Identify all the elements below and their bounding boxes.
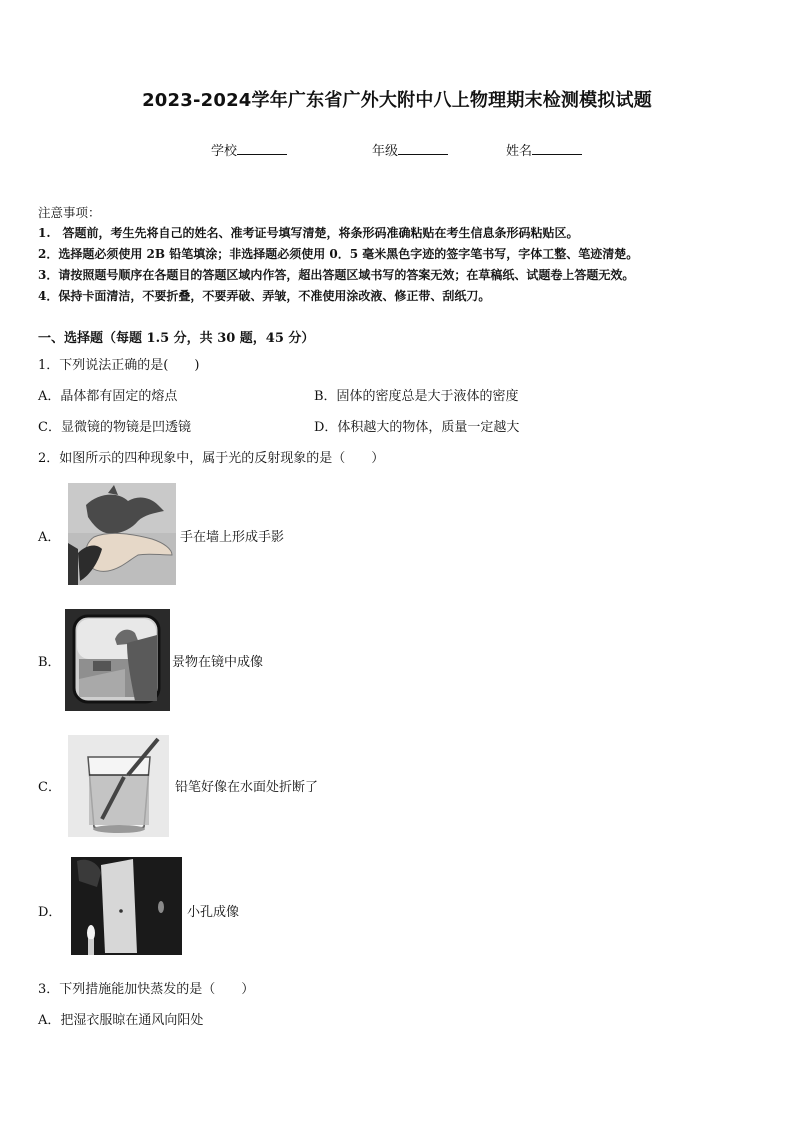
question-2-stem: 2．如图所示的四种现象中，属于光的反射现象的是（ ） [38, 451, 385, 466]
mirror-reflection-image [65, 609, 170, 711]
q2-option-d-caption: 小孔成像 [187, 905, 240, 920]
q2-option-b-letter: B． [38, 655, 61, 670]
q2-option-a-caption: 手在墙上形成手影 [180, 530, 285, 545]
q1-option-c: C．显微镜的物镜是凹透镜 [38, 420, 191, 435]
name-field [506, 140, 582, 159]
exam-title: 2023-2024学年广东省广外大附中八上物理期末检测模拟试题 [142, 90, 652, 111]
pinhole-image [71, 857, 182, 955]
hand-shadow-image [68, 483, 176, 585]
note-item: 2．选择题必须使用 2B 铅笔填涂；非选择题必须使用 0．5 毫米黑色字迹的签字笔书写，字体工整、笔迹清楚。 [38, 247, 639, 261]
school-field [211, 140, 287, 159]
q1-option-d: D．体积越大的物体，质量一定越大 [314, 420, 520, 435]
school-blank [237, 142, 287, 155]
grade-field [372, 140, 448, 159]
q2-option-a-letter: A． [38, 530, 61, 545]
grade-label: 年级 [372, 144, 399, 159]
q1-option-b: B．固体的密度总是大于液体的密度 [314, 389, 519, 404]
school-label: 学校 [211, 144, 238, 159]
notes-heading: 注意事项： [38, 205, 101, 220]
q1-option-a: A．晶体都有固定的熔点 [38, 389, 178, 404]
name-label: 姓名 [506, 144, 533, 159]
q2-option-d-letter: D． [38, 905, 62, 920]
grade-blank [398, 142, 448, 155]
note-item: 3．请按照题号顺序在各题目的答题区域内作答，超出答题区域书写的答案无效；在草稿纸、试题卷上答题无效。 [38, 268, 635, 282]
q2-option-c-caption: 铅笔好像在水面处折断了 [175, 780, 319, 795]
note-item: 4．保持卡面清洁，不要折叠，不要弄破、弄皱，不准使用涂改液、修正带、刮纸刀。 [38, 289, 491, 303]
q3-option-a: A．把湿衣服晾在通风向阳处 [38, 1013, 204, 1028]
pencil-in-water-image [68, 735, 169, 837]
name-blank [532, 142, 582, 155]
note-item: 1. 答题前，考生先将自己的姓名、准考证号填写清楚，将条形码准确粘贴在考生信息条形码粘贴区。 [38, 226, 579, 240]
q2-option-b-caption: 景物在镜中成像 [172, 655, 264, 670]
section-heading: 一、选择题（每题 1.5 分，共 30 题，45 分） [38, 331, 315, 346]
question-1-stem: 1．下列说法正确的是( ) [38, 358, 200, 373]
q2-option-c-letter: C． [38, 780, 61, 795]
question-3-stem: 3．下列措施能加快蒸发的是（ ） [38, 982, 255, 997]
